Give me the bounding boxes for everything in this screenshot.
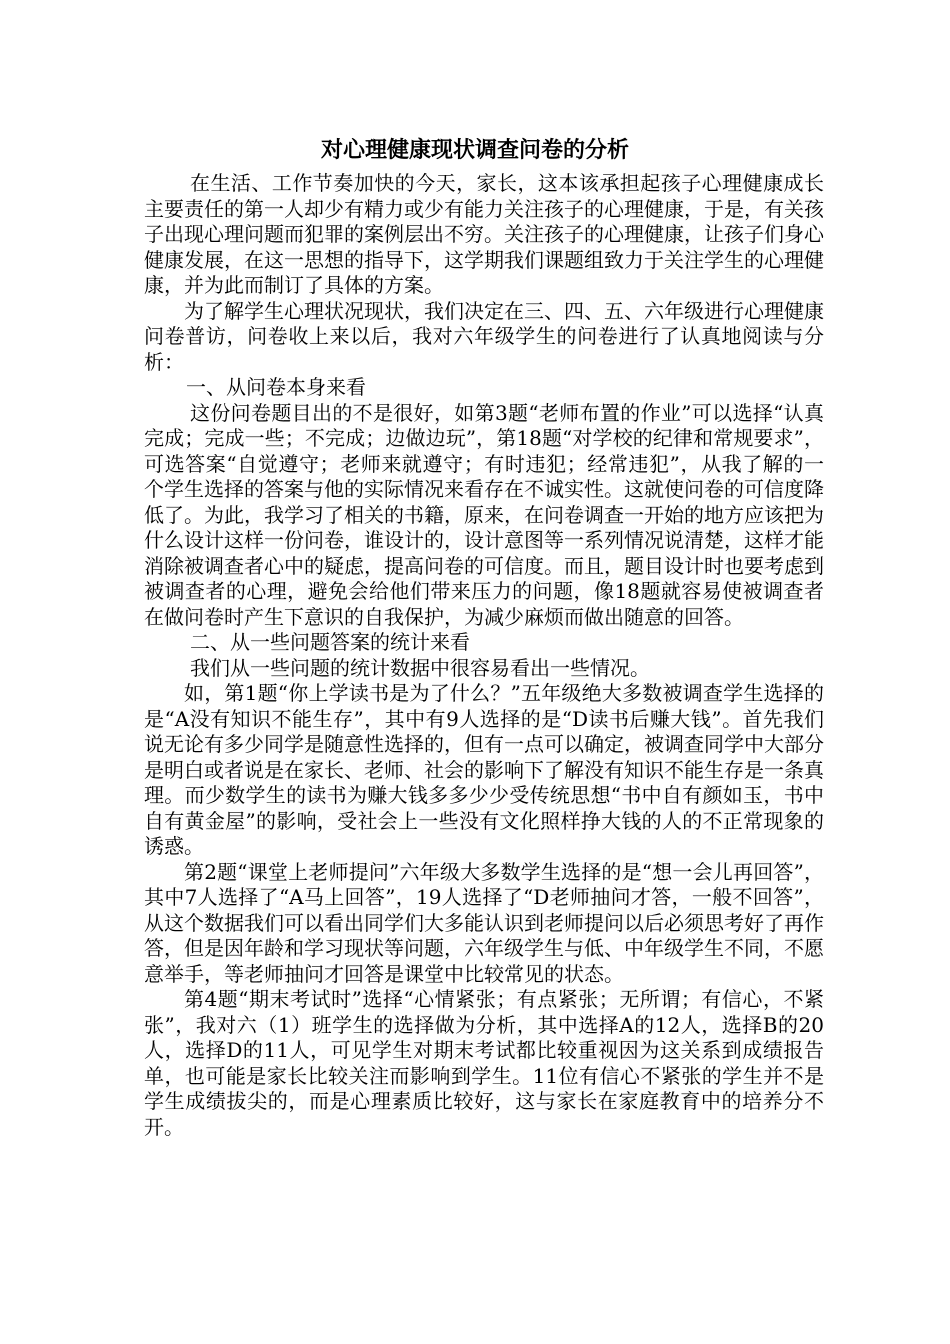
paragraph-questionnaire-critique: 这份问卷题目出的不是很好，如第3题“老师布置的作业”可以选择“认真完成；完成一些；不完成；边做边玩”，第18题“对学校的纪律和常规要求”，可选答案“自觉遵守；老师来就遵守；有时违犯；经常违犯”，从我了解的一个学生选择的答案与他的实际情况来看存在不诚实性。这就使问卷的可信度降低了。为此，我学习了相关的书籍，原来，在问卷调查一开始的地方应该把为什么设计这样一份问卷，谁设计的，设计意图等一系列情况说清楚，这样才能消除被调查者心中的疑虑，提高问卷的可信度。而且，题目设计时也要考虑到被调查者的心理，避免会给他们带来压力的问题，像18题就容易使被调查者在做问卷时产生下意识的自我保护，为减少麻烦而做出随意的回答。 (144, 400, 824, 629)
document-body (144, 171, 824, 1140)
paragraph-question-2: 第2题“课堂上老师提问”六年级大多数学生选择的是“想一会儿再回答”，其中7人选择了“A马上回答”，19人选择了“D老师抽问才答，一般不回答”，从这个数据我们可以看出同学们大多能认识到老师提问以后必须思考好了再作答，但是因年龄和学习现状等问题，六年级学生与低、中年级学生不同，不愿意举手，等老师抽问才回答是课堂中比较常见的状态。 (144, 859, 824, 986)
paragraph-intro: 在生活、工作节奏加快的今天，家长，这本该承担起孩子心理健康成长主要责任的第一人却少有精力或少有能力关注孩子的心理健康，于是，有关孩子出现心理问题而犯罪的案例层出不穷。关注孩子的心理健康，让孩子们身心健康发展，在这一思想的指导下，这学期我们课题组致力于关注学生的心理健康，并为此而制订了具体的方案。 (144, 171, 824, 297)
paragraph-survey-scope: 为了解学生心理状况现状，我们决定在三、四、五、六年级进行心理健康问卷普访，问卷收上来以后，我对六年级学生的问卷进行了认真地阅读与分析： (144, 298, 824, 374)
section-heading-statistics: 二、从一些问题答案的统计来看 (190, 630, 470, 654)
section-heading-questionnaire: 一、从问卷本身来看 (186, 375, 366, 399)
paragraph-statistics-intro: 我们从一些问题的统计数据中很容易看出一些情况。 (190, 655, 650, 680)
paragraph-question-1: 如，第1题“你上学读书是为了什么？”五年级绝大多数被调查学生选择的是“A没有知识不能生存”，其中有9人选择的是“D读书后赚大钱”。首先我们说无论有多少同学是随意性选择的，但有一点可以确定，被调查同学中大部分是明白或者说是在家长、老师、社会的影响下了解没有知识不能生存是一条真理。而少数学生的读书为赚大钱多多少少受传统思想“书中自有颜如玉，书中自有黄金屋”的影响，受社会上一些没有文化照样挣大钱的人的不正常现象的诱惑。 (144, 681, 824, 858)
paragraph-question-4: 第4题“期末考试时”选择“心情紧张；有点紧张；无所谓；有信心，不紧张”，我对六（1）班学生的选择做为分析，其中选择A的12人，选择B的20人，选择D的11人，可见学生对期末考试都比较重视因为这关系到成绩报告单，也可能是家长比较关注而影响到学生。11位有信心不紧张的学生并不是学生成绩拔尖的，而是心理素质比较好，这与家长在家庭教育中的培养分不开。 (144, 987, 824, 1139)
document-title: 对心理健康现状调查问卷的分析 (320, 138, 629, 163)
